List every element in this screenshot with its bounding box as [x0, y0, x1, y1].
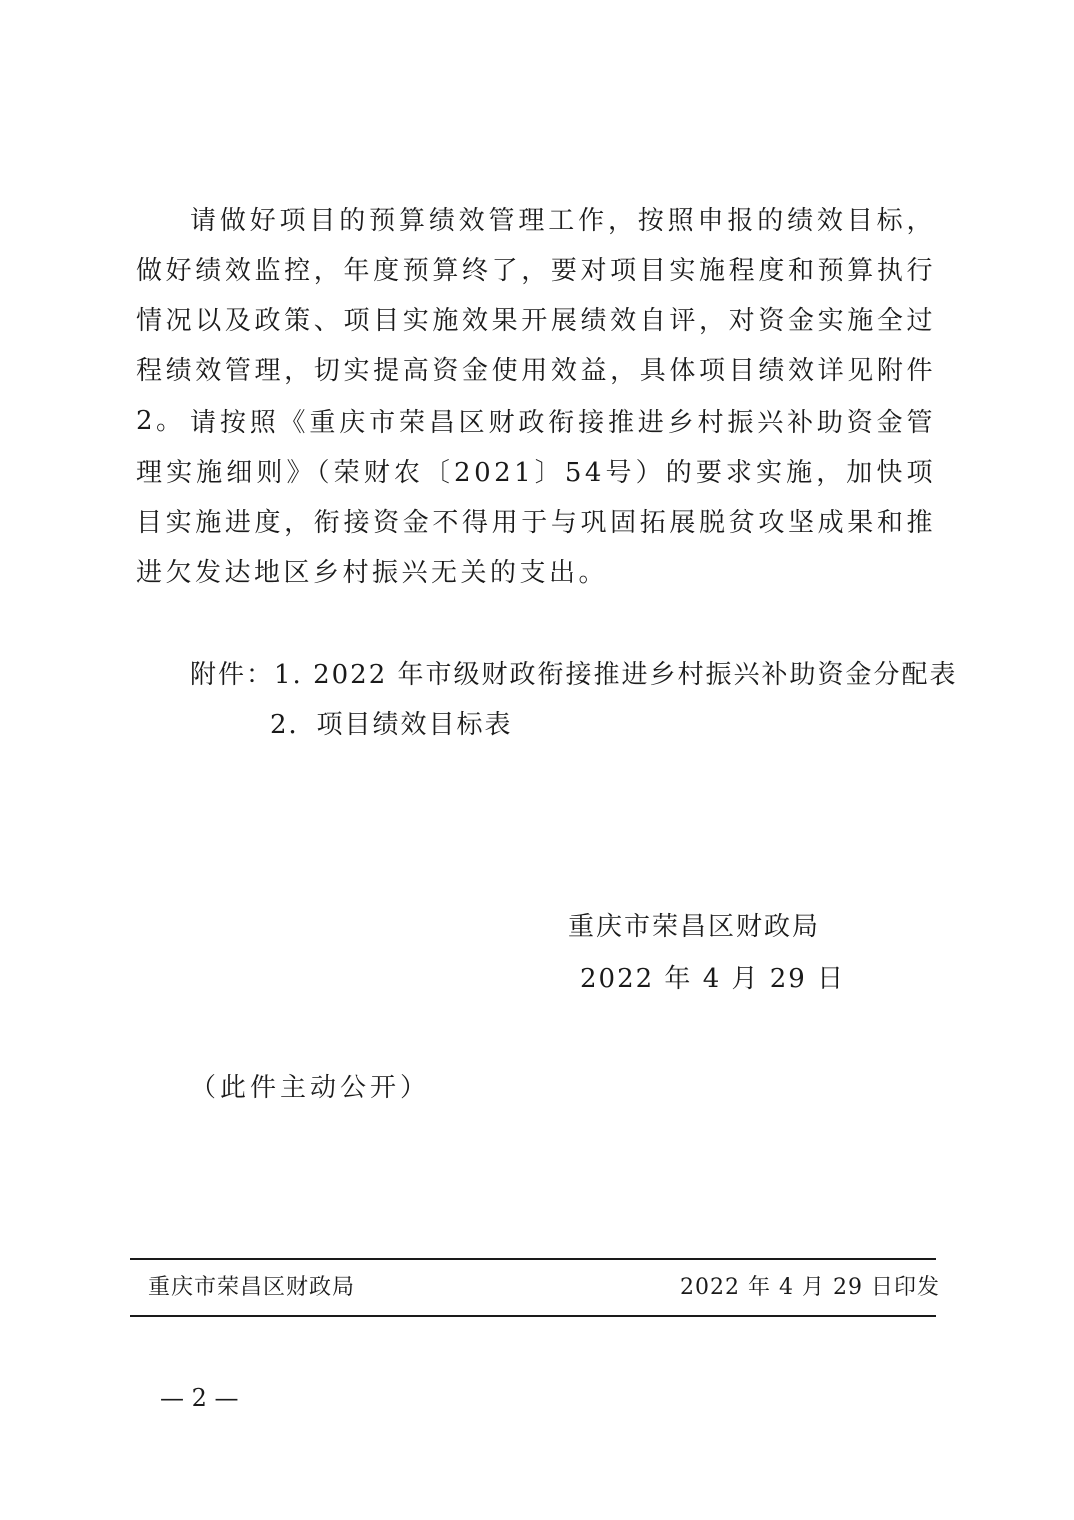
footer-organization: 重庆市荣昌区财政局: [148, 1275, 356, 1300]
attachment-item-1: 附件：1. 2022 年市级财政衔接推进乡村振兴补助资金分配表: [190, 660, 958, 690]
footer-issue-date: 2022 年 4 月 29 日印发: [680, 1275, 940, 1300]
footer-rule-bottom: [130, 1315, 936, 1317]
body-paragraph-performance: 请做好项目的预算绩效管理工作，按照申报的绩效目标，做好绩效监控，年度预算终了，要对项目实施程度和预算执行情况以及政策、项目实施效果开展绩效自评，对资金实施全过程绩效管理，切实提高资金使用效益，具体项目绩效详见附件2。: [136, 206, 936, 436]
attachment-item-2: 2．项目绩效目标表: [270, 710, 513, 740]
page-number: — 2 —: [160, 1384, 239, 1412]
body-paragraph-implementation: 请按照《重庆市荣昌区财政衔接推进乡村振兴补助资金管理实施细则》（荣财农〔2021〕54号）的要求实施，加快项目实施进度，衔接资金不得用于与巩固拓展脱贫攻坚成果和推进欠发达地区乡村振兴无关的支出。: [136, 408, 936, 588]
public-disclosure-note: （此件主动公开）: [190, 1073, 431, 1103]
signature-organization: 重庆市荣昌区财政局: [568, 912, 821, 942]
signature-date: 2022 年 4 月 29 日: [580, 964, 846, 994]
footer-rule-top: [130, 1258, 936, 1260]
